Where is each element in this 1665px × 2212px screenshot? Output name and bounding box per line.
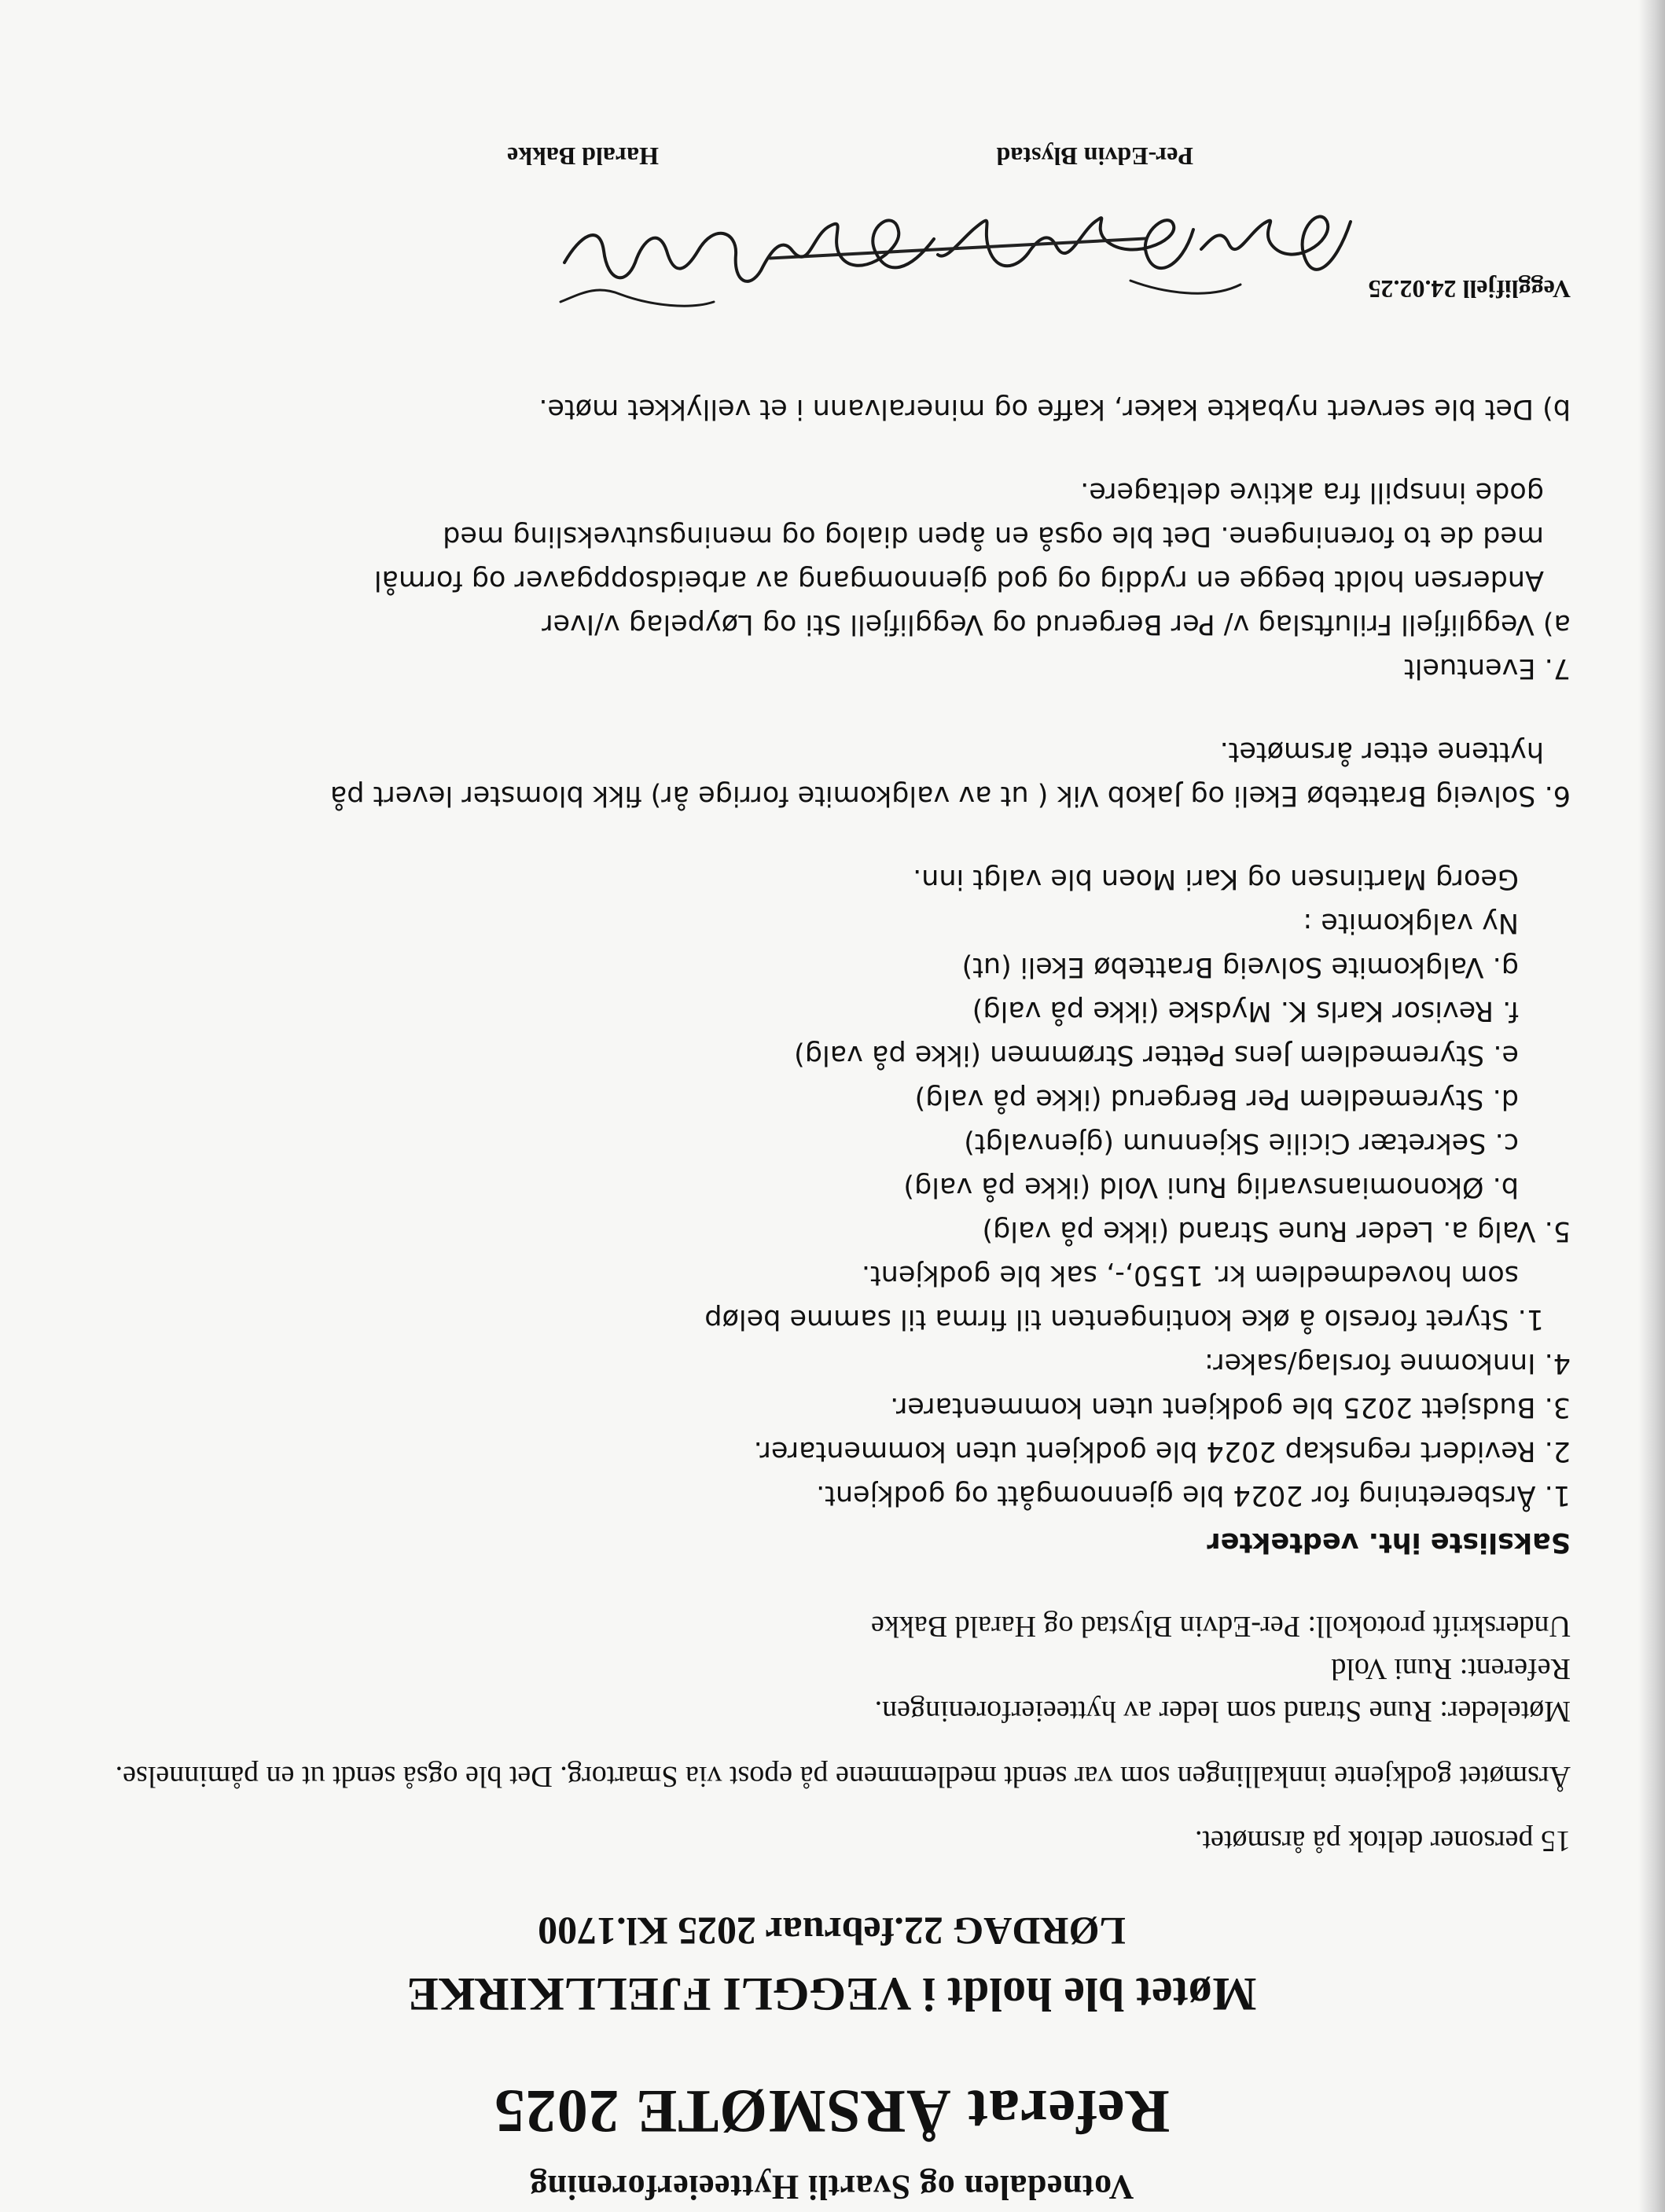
agenda-item-6-line2: hyttene etter årsmøtet.	[1219, 736, 1544, 767]
agenda-item-5g: g. Valgkomite Solveig Brattebø Ekeli (ut)	[961, 951, 1519, 983]
document-title: Referat ÅRSMØTE 2025	[493, 2078, 1171, 2146]
agenda-item-5b: b. Økonomiansvarlig Runi Vold (ikke på valg)	[903, 1171, 1519, 1203]
meeting-place: Møtet ble holdt i VEGGLI FJELLKIRKE	[406, 1968, 1257, 2020]
organization-name: Votnedalen og Svartli Hytteeierforening	[529, 2168, 1134, 2206]
closing-place-date: Vegglifjell 24.02.25	[1368, 275, 1571, 303]
chair-text: Møteleder: Rune Strand som leder av hytteeierforeningen.	[874, 1695, 1571, 1728]
signer-name-2: Harald Bakke	[507, 142, 659, 171]
agenda-item-4-proposal-line2: som hovedmedlem kr. 1550,-, sak ble godkjent.	[861, 1259, 1519, 1291]
agenda-item-3: 3. Budsjett 2025 ble godkjent uten kommentarer.	[890, 1391, 1571, 1423]
agenda-heading: Saksliste iht. vedtekter	[1207, 1527, 1571, 1558]
intro-section	[93, 1756, 1571, 1861]
agenda-item-4-proposal-line1: 1. Styret foreslo å øke kontingenten til firma til samme beløp	[704, 1303, 1544, 1335]
spacer	[93, 431, 1571, 470]
document-content	[93, 135, 1571, 2207]
agenda-item-7a-line2: Andersen holdt begge en ryddig og god gjennomgang av arbeidsoppgaver og formål	[373, 564, 1544, 596]
agenda-item-5-new-committee: Ny valgkomite :	[1303, 907, 1519, 939]
scan-shadow-edge	[1638, 0, 1665, 2212]
agenda-item-5-elected: Georg Martinsen og Kari Moen ble valgt inn.	[913, 863, 1519, 895]
agenda-item-5c: c. Sekretær Cicilie Skjennum (gjenvalgt)	[964, 1127, 1519, 1159]
agenda-item-7: 7. Eventuelt	[1404, 652, 1571, 684]
agenda-item-5: 5. Valg a. Leder Rune Strand (ikke på valg)	[982, 1215, 1571, 1247]
agenda-item-7a-line4: gode innspill fra aktive deltagere.	[1080, 476, 1544, 508]
signature-harald-bakke	[541, 176, 950, 325]
closing-section	[93, 135, 1571, 332]
agenda-item-6-line1: 6. Solveig Brattebø Ekeli og Jakob Vik ( ut av valgkomite forrige år) fikk blomster levert på	[329, 780, 1571, 811]
meeting-date: LØRDAG 22.februar 2025 Kl.1700	[538, 1909, 1126, 1953]
spacer	[93, 818, 1571, 857]
spacer	[93, 690, 1571, 729]
agenda-item-2: 2. Revidert regnskap 2024 ble godkjent uten kommentarer.	[753, 1435, 1571, 1467]
agenda-item-4: 4. Innkomne forslag/saker:	[1204, 1347, 1571, 1379]
protocol-signers-text: Underskrift protokoll: Per-Edvin Blystad og Harald Bakke	[871, 1610, 1571, 1643]
roles-section	[93, 1605, 1571, 1732]
agenda-item-5d: d. Styremedlem Per Bergerud (ikke på valg)	[914, 1083, 1519, 1115]
secretary-text: Referent: Runi Vold	[1331, 1652, 1571, 1685]
agenda-list	[93, 387, 1571, 1517]
signer-name-1: Per-Edvin Blystad	[996, 142, 1193, 171]
agenda-item-1: 1. Årsberetning for 2024 ble gjennomgått og godkjent.	[816, 1479, 1571, 1511]
approval-text: Årsmøtet godkjente innkallingen som var sendt medlemmene på epost via Smartorg. Det ble også sendt ut en påminnelse.	[115, 1760, 1571, 1793]
agenda-item-7b: b) Det ble servert nybakte kaker, kaffe og mineralvann i et vellykket møte.	[538, 393, 1571, 424]
agenda-item-7a-line1: a) Vegglifjell Friluftslag v/ Per Bergerud og Vegglifjell Sti og Løypelag v/Iver	[542, 608, 1571, 640]
agenda-item-5e: e. Styremedlem Jens Petter Strømmen (ikke på valg)	[794, 1039, 1519, 1071]
attendance-text: 15 personer deltok på årsmøtet.	[1194, 1824, 1571, 1857]
agenda-item-5f: f. Revisor Karls K. Mydske (ikke på valg)	[972, 995, 1519, 1027]
agenda-item-7a-line3: med de to foreningene. Det ble også en åpen dialog og meningsutveksling med	[443, 520, 1544, 552]
